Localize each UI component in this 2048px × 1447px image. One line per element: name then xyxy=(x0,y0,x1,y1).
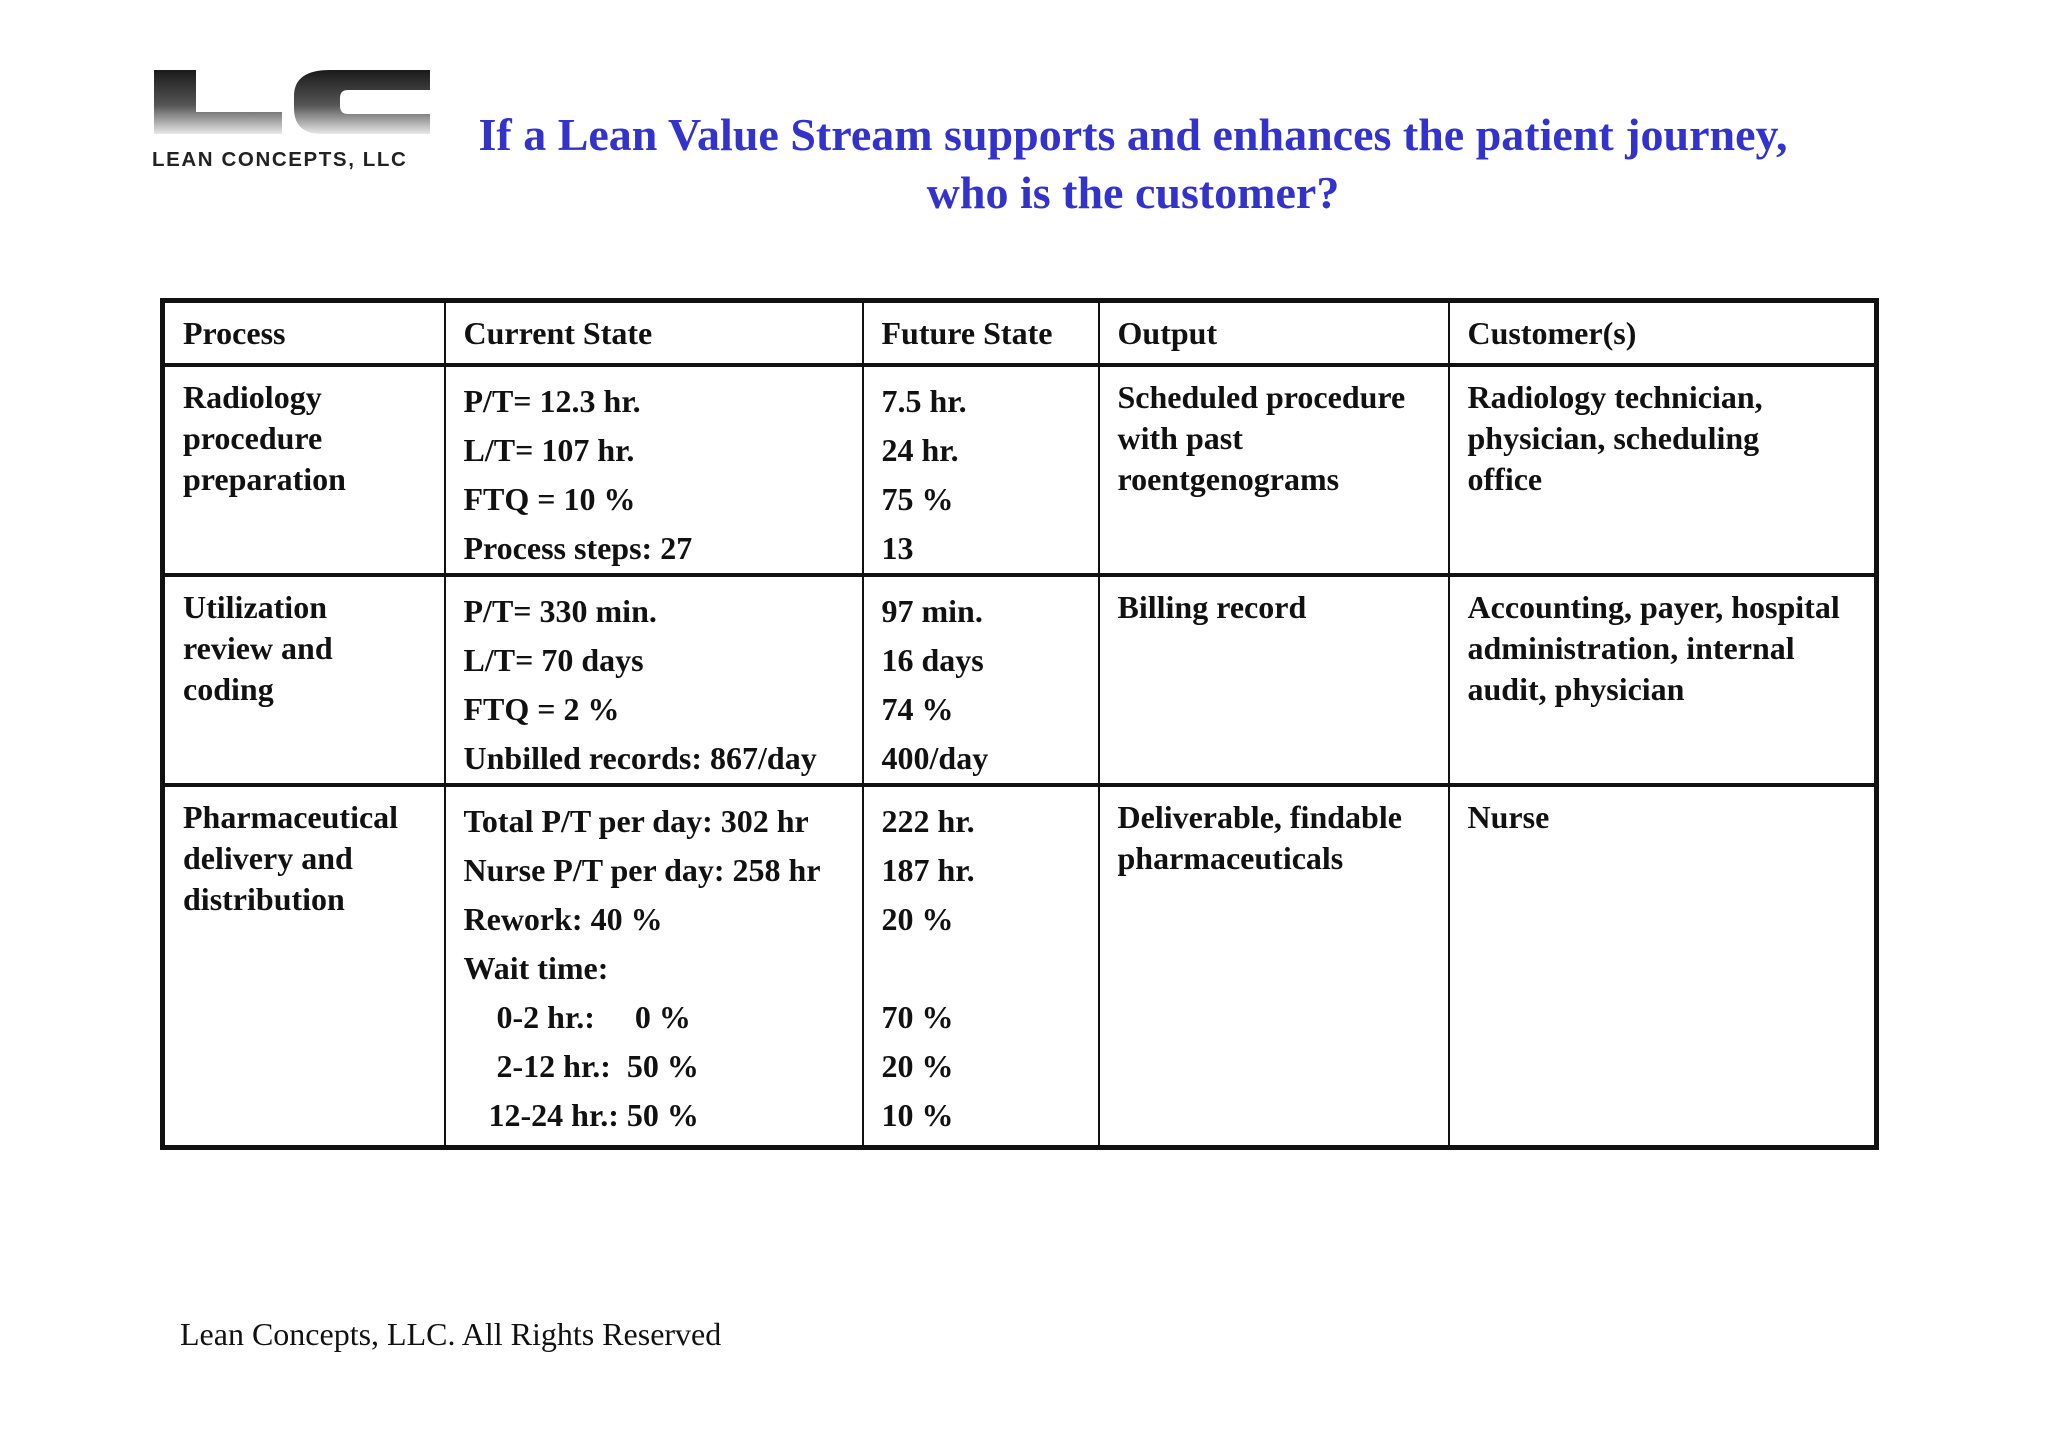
process-cell: Pharmaceutical delivery and distribution xyxy=(163,785,445,1148)
process-cell: Radiology procedure preparation xyxy=(163,365,445,575)
future-state-cell: 97 min. 16 days 74 % 400/day xyxy=(863,575,1099,785)
table-row xyxy=(163,575,1877,785)
header-future-state: Future State xyxy=(863,301,1099,366)
customers-cell: Accounting, payer, hospital administration, internal audit, physician xyxy=(1449,575,1877,785)
page-title xyxy=(420,106,1846,222)
title-line-1: If a Lean Value Stream supports and enhances the patient journey, xyxy=(478,109,1788,160)
title-line-2: who is the customer? xyxy=(926,167,1340,218)
header-output: Output xyxy=(1099,301,1449,366)
customers-cell: Nurse xyxy=(1449,785,1877,1148)
customers-cell: Radiology technician, physician, scheduling office xyxy=(1449,365,1877,575)
current-state-cell: P/T= 12.3 hr. L/T= 107 hr. FTQ = 10 % Process steps: 27 xyxy=(445,365,863,575)
header-process: Process xyxy=(163,301,445,366)
current-state-cell: Total P/T per day: 302 hr Nurse P/T per day: 258 hr Rework: 40 % Wait time: 0-2 hr.: 0 % 2-12 hr.: 50 % 12-24 hr.: 50 % xyxy=(445,785,863,1148)
output-cell: Billing record xyxy=(1099,575,1449,785)
future-state-cell: 222 hr. 187 hr. 20 % 70 % 20 % 10 % xyxy=(863,785,1099,1148)
logo-wordmark: LEAN CONCEPTS, LLC xyxy=(152,148,408,171)
value-stream-table xyxy=(160,298,1879,1150)
header-customers: Customer(s) xyxy=(1449,301,1877,366)
future-state-cell: 7.5 hr. 24 hr. 75 % 13 xyxy=(863,365,1099,575)
output-cell: Scheduled procedure with past roentgenograms xyxy=(1099,365,1449,575)
output-cell: Deliverable, findable pharmaceuticals xyxy=(1099,785,1449,1148)
process-cell: Utilization review and coding xyxy=(163,575,445,785)
header-current-state: Current State xyxy=(445,301,863,366)
table-row xyxy=(163,785,1877,1148)
table-row xyxy=(163,365,1877,575)
current-state-cell: P/T= 330 min. L/T= 70 days FTQ = 2 % Unbilled records: 867/day xyxy=(445,575,863,785)
footer-copyright: Lean Concepts, LLC. All Rights Reserved xyxy=(180,1316,722,1352)
table-header-row xyxy=(163,301,1877,366)
